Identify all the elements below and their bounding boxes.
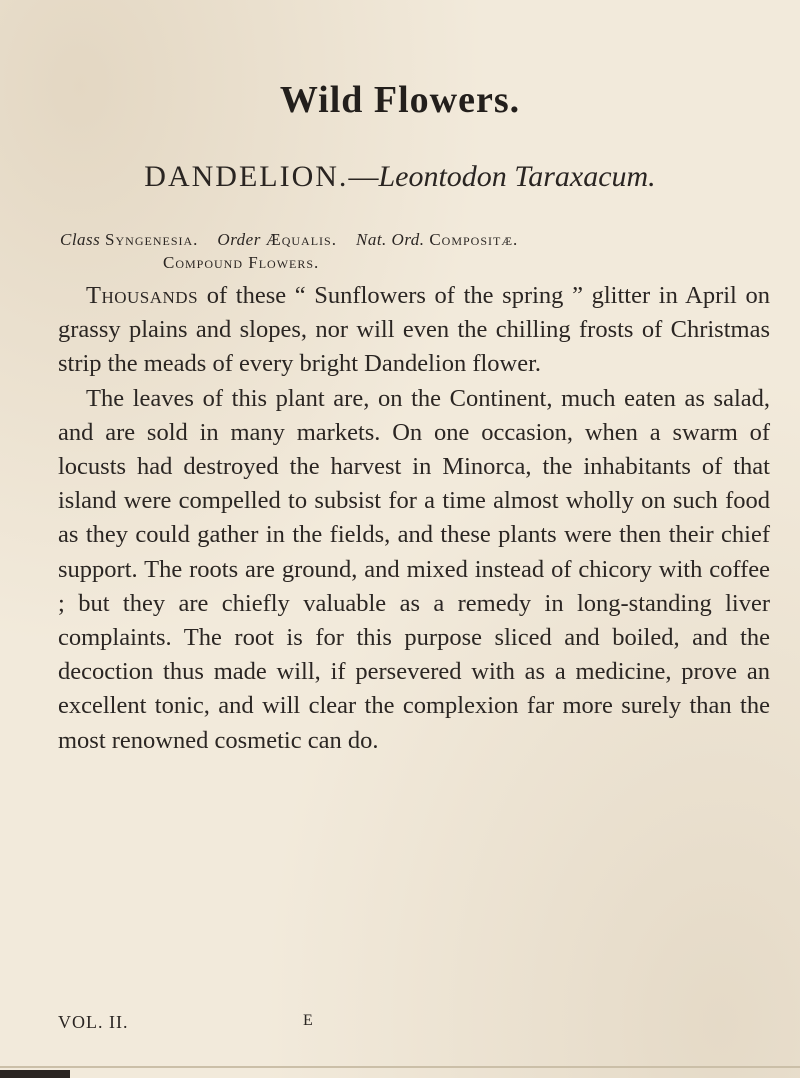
volume-label: VOL. II. xyxy=(58,1012,129,1032)
paragraph-1 xyxy=(58,279,770,382)
body-text xyxy=(58,279,770,758)
plant-title xyxy=(0,160,800,194)
classification-line xyxy=(60,228,760,274)
bottom-mark xyxy=(0,1070,70,1078)
common-name: DANDELION. xyxy=(144,160,349,193)
latin-name: Leontodon Taraxacum. xyxy=(378,160,656,193)
nat-ord-value: Compositæ. xyxy=(429,230,519,249)
paragraph-1-lead: Thousands xyxy=(86,282,199,309)
section-header: Wild Flowers. xyxy=(279,79,521,121)
signature-mark: E xyxy=(303,1012,314,1029)
class-label: Class xyxy=(60,230,101,249)
title-separator: — xyxy=(348,160,379,193)
order-value: Æqualis. xyxy=(265,230,337,249)
paragraph-1-rest: of these “ Sunflowers of the spring ” glitter in April on grassy plains and slopes, nor will even the chilling frosts of Christmas strip the meads of every bright Dandelion flower. xyxy=(58,282,770,378)
bottom-rule xyxy=(0,1066,800,1068)
nat-ord-label: Nat. Ord. xyxy=(355,230,425,249)
order-label: Order xyxy=(217,230,261,249)
paragraph-2: The leaves of this plant are, on the Continent, much eaten as salad, and are sold in many markets. On one occasion, when a swarm of locusts had destroyed the harvest in Minorca, the inhabitants of that island were compelled to subsist for a time almost wholly on such food as they could gather in the fields, and these plants were then their chief support. The roots are ground, and mixed instead of chicory with coffee ; but they are chiefly valuable as a remedy in long-standing liver complaints. The root is for this purpose sliced and boiled, and the decoction thus made will, if persevered with as a medicine, prove an excellent tonic, and will clear the complexion far more surely than the most renowned cosmetic can do. xyxy=(58,384,770,754)
common-group: Compound Flowers. xyxy=(163,253,320,272)
page-footer xyxy=(58,1012,758,1033)
class-value: Syngenesia. xyxy=(105,230,199,249)
